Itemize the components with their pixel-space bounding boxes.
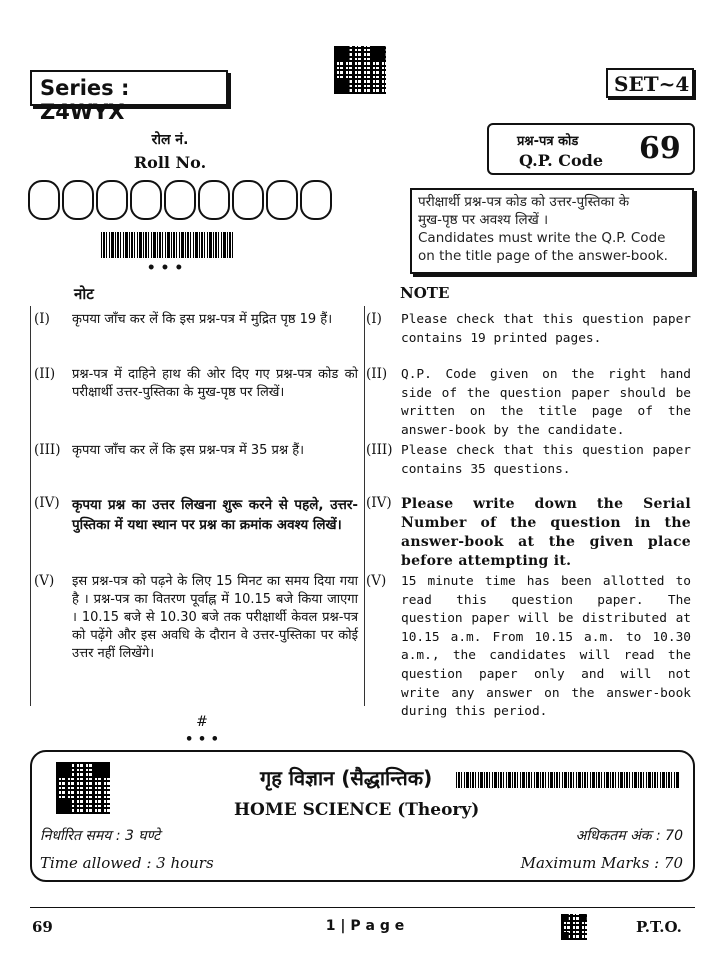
time-allowed-en: Time allowed : 3 hours: [40, 854, 214, 872]
qp-code-label-hi: प्रश्न-पत्र कोड: [517, 134, 579, 149]
roll-digit-box[interactable]: [232, 180, 264, 220]
note-number-en: (V): [366, 573, 387, 589]
roll-label-hi: रोल नं.: [151, 132, 189, 148]
footer-pto: P.T.O.: [636, 918, 682, 936]
qp-code-value: 69: [639, 131, 681, 166]
top-qr-code: [334, 46, 386, 94]
candidate-instruction-box: [410, 188, 694, 274]
note-heading-hi: नोट: [74, 285, 94, 303]
roll-digit-box[interactable]: [300, 180, 332, 220]
note-number-hi: (I): [34, 311, 50, 327]
note-number-hi: (III): [34, 442, 61, 458]
note-item-en: Q.P. Code given on the right hand side of the question paper should be written on the title page of the answer-book by the candidate.: [401, 367, 691, 438]
note-item-hi: कृपया जाँच कर लें कि इस प्रश्न-पत्र में मुद्रित पृष्ठ 19 हैं।: [72, 312, 333, 327]
subject-barcode: [456, 772, 680, 788]
roll-number-boxes[interactable]: [28, 180, 348, 224]
center-divider-line: [364, 306, 365, 706]
footer-divider: [30, 907, 695, 908]
candidate-note-en-line2: on the title page of the answer-book.: [418, 248, 668, 264]
subject-box: [30, 750, 695, 882]
note-heading-en: NOTE: [400, 284, 450, 302]
roll-digit-box[interactable]: [266, 180, 298, 220]
note-number-en: (I): [366, 311, 382, 327]
note-number-hi: (V): [34, 573, 55, 589]
roll-dots: • • •: [146, 260, 184, 276]
note-item-en: Please check that this question paper contains 35 questions.: [401, 443, 691, 477]
hash-mark: #: [196, 714, 208, 730]
roll-digit-box[interactable]: [130, 180, 162, 220]
note-item-en: 15 minute time has been allotted to read this question paper. The question paper will be distributed at 10.15 a.m. From 10.15 a.m. to 10.30 a.m., the candidates will read the question paper only and will not write any answer on the answer-book during this period.: [401, 574, 691, 720]
max-marks-en: Maximum Marks : 70: [520, 854, 683, 872]
note-item-en: Please write down the Serial Number of the question in the answer-book at the given place before attempting it.: [401, 496, 691, 569]
time-allowed-hi: निर्धारित समय : 3 घण्टे: [40, 828, 161, 844]
note-item-hi: प्रश्न-पत्र में दाहिने हाथ की ओर दिए गए प्रश्न-पत्र कोड को परीक्षार्थी उत्तर-पुस्तिका के मुख-पृष्ठ पर लिखें।: [72, 367, 358, 400]
qp-code-box: [487, 123, 695, 175]
max-marks-hi: अधिकतम अंक : 70: [575, 828, 683, 844]
end-dots: • • •: [185, 732, 219, 747]
note-item-en: Please check that this question paper contains 19 printed pages.: [401, 312, 691, 346]
note-number-en: (IV): [366, 495, 392, 511]
footer-qr-code: [561, 914, 587, 940]
roll-label-en: Roll No.: [133, 153, 207, 172]
subject-title-hi: गृह विज्ञान (सैद्धान्तिक): [260, 766, 433, 790]
note-number-hi: (II): [34, 366, 56, 382]
series-label: Series : Z4WYX: [30, 70, 228, 106]
note-number-hi: (IV): [34, 495, 60, 511]
footer-page-number: 1 | P a g e: [325, 918, 405, 934]
subject-title-en: HOME SCIENCE (Theory): [234, 800, 480, 820]
candidate-note-hi-line2: मुख-पृष्ठ पर अवश्य लिखें ।: [418, 212, 549, 228]
note-item-hi: इस प्रश्न-पत्र को पढ़ने के लिए 15 मिनट का समय दिया गया है । प्रश्न-पत्र का वितरण पूर्वाह्न में 10.15 बजे किया जाएगा । 10.15 बजे से 10.30 बजे तक परीक्षार्थी केवल प्रश्न-पत्र को पढ़ेंगे और इस अवधि के दौरान वे उत्तर-पुस्तिका पर कोई उत्तर नहीं लिखेंगे।: [72, 574, 358, 661]
note-item-hi: कृपया प्रश्न का उत्तर लिखना शुरू करने से पहले, उत्तर-पुस्तिका में यथा स्थान पर प्रश्न का क्रमांक अवश्य लिखें।: [72, 497, 358, 533]
left-border-line: [30, 306, 31, 706]
footer-code: 69: [32, 918, 53, 936]
note-item-hi: कृपया जाँच कर लें कि इस प्रश्न-पत्र में 35 प्रश्न हैं।: [72, 443, 305, 458]
roll-digit-box[interactable]: [62, 180, 94, 220]
subject-qr-code: [56, 762, 110, 814]
roll-digit-box[interactable]: [164, 180, 196, 220]
qp-code-label-en: Q.P. Code: [519, 151, 604, 170]
candidate-note-hi-line1: परीक्षार्थी प्रश्न-पत्र कोड को उत्तर-पुस्तिका के: [418, 194, 630, 210]
roll-barcode: [101, 232, 235, 258]
roll-digit-box[interactable]: [198, 180, 230, 220]
note-number-en: (III): [366, 442, 393, 458]
set-label: SET~4: [606, 68, 694, 98]
roll-digit-box[interactable]: [96, 180, 128, 220]
roll-digit-box[interactable]: [28, 180, 60, 220]
candidate-note-en-line1: Candidates must write the Q.P. Code: [418, 230, 666, 246]
note-number-en: (II): [366, 366, 388, 382]
